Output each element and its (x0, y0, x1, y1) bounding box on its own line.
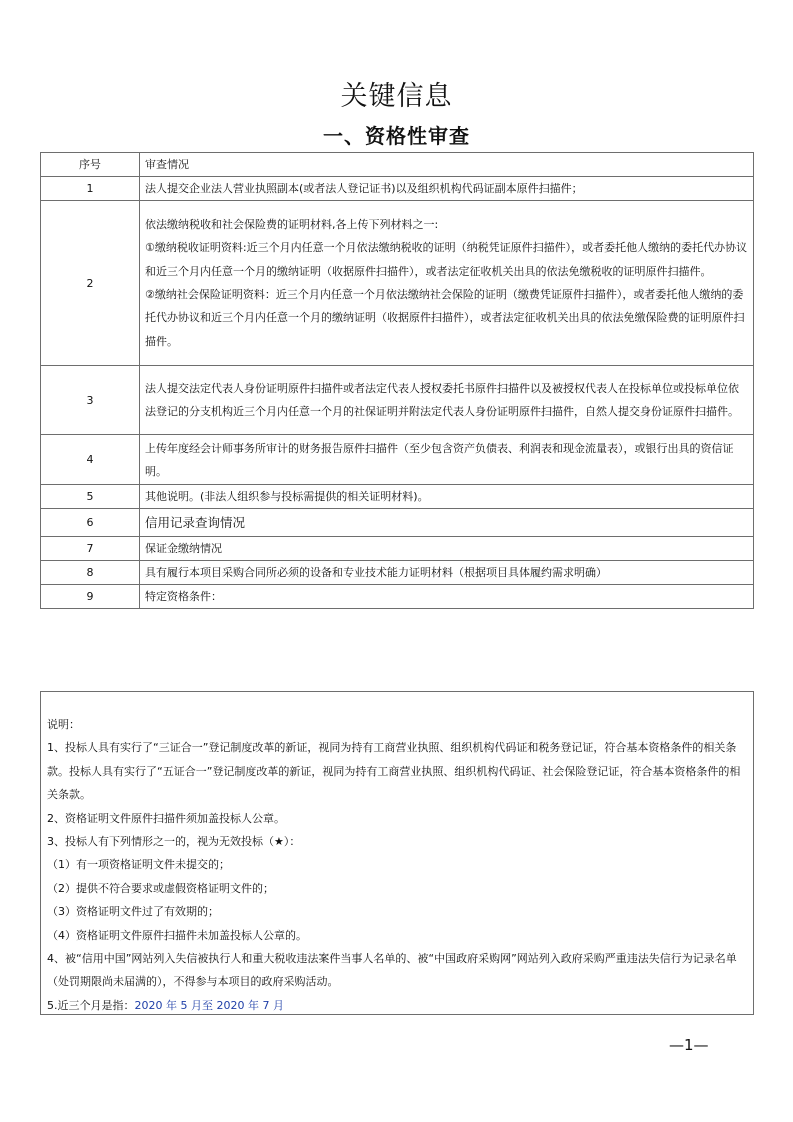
table-row (41, 509, 754, 537)
row-content: 上传年度经会计师事务所审计的财务报告原件扫描件（至少包含资产负债表、利润表和现金流量表），或银行出具的资信证明。 (140, 435, 754, 485)
note-item-period (47, 994, 747, 1017)
row-content: 保证金缴纳情况 (140, 537, 754, 561)
table-row (41, 366, 754, 435)
row-content: 具有履行本项目采购合同所必须的设备和专业技术能力证明材料（根据项目具体履约需求明确） (140, 561, 754, 585)
note-item: 3、投标人有下列情形之一的，视为无效投标（★）： (47, 835, 301, 849)
note-item: （3）资格证明文件过了有效期的； (47, 905, 219, 919)
row-number: 3 (41, 366, 140, 435)
row-content (140, 201, 754, 366)
notes-heading: 说明： (47, 718, 80, 731)
row-line: ②缴纳社会保险证明资料：近三个月内任意一个月依法缴纳社会保险的证明（缴费凭证原件扫描件），或者委托他人缴纳的委托代办协议和近三个月内任意一个月的缴纳证明（收据原件扫描件），或者法定征收机关出具的依法免缴保险费的证明原件扫描件。 (145, 288, 745, 348)
row-line: 依法缴纳税收和社会保险费的证明材料,各上传下列材料之一: (145, 217, 439, 231)
qualification-review-table (40, 152, 754, 609)
document-title: 关键信息 (340, 81, 453, 112)
row-number: 5 (41, 485, 140, 509)
table-row (41, 177, 754, 201)
section-title: 一、资格性审查 (323, 124, 470, 148)
table-row (41, 561, 754, 585)
column-header-review: 审查情况 (140, 153, 754, 177)
period-value: 2020 年 5 月至 2020 年 7 月 (134, 998, 284, 1012)
table-row (41, 585, 754, 609)
row-content: 法人提交法定代表人身份证明原件扫描件或者法定代表人授权委托书原件扫描件以及被授权代表人在投标单位或投标单位依法登记的分支机构近三个月内任意一个月的社保证明并附法定代表人身份证明原件扫描件，自然人提交身份证原件扫描件。 (140, 366, 754, 435)
row-number: 9 (41, 585, 140, 609)
table-row (41, 201, 754, 366)
row-number: 8 (41, 561, 140, 585)
row-content: 特定资格条件： (140, 585, 754, 609)
table-row (41, 485, 754, 509)
row-content: 法人提交企业法人营业执照副本(或者法人登记证书)以及组织机构代码证副本原件扫描件； (140, 177, 754, 201)
table-row (41, 435, 754, 485)
note-item: 4、被“信用中国”网站列入失信被执行人和重大税收违法案件当事人名单的、被“中国政府采购网”网站列入政府采购严重违法失信行为记录名单（处罚期限尚未届满的），不得参与本项目的政府采购活动。 (47, 952, 737, 989)
row-content: 信用记录查询情况 (140, 509, 754, 537)
row-number: 6 (41, 509, 140, 537)
row-content: 其他说明。(非法人组织参与投标需提供的相关证明材料)。 (140, 485, 754, 509)
notes-box (40, 691, 754, 1015)
row-number: 4 (41, 435, 140, 485)
row-number: 7 (41, 537, 140, 561)
note-item: （2）提供不符合要求或虚假资格证明文件的； (47, 881, 274, 895)
row-line: ①缴纳税收证明资料:近三个月内任意一个月依法缴纳税收的证明（纳税凭证原件扫描件），或者委托他人缴纳的委托代办协议和近三个月内任意一个月的缴纳证明（收据原件扫描件），或者法定征收机关出具的依法免缴税收的证明原件扫描件。 (145, 241, 748, 278)
table-row (41, 537, 754, 561)
note-item: （1）有一项资格证明文件未提交的； (47, 858, 230, 872)
column-header-number: 序号 (41, 153, 140, 177)
row-number: 1 (41, 177, 140, 201)
page-number: —1— (669, 1036, 709, 1054)
period-label: 5.近三个月是指： (47, 998, 135, 1012)
row-number: 2 (41, 201, 140, 366)
note-item: 1、投标人具有实行了“三证合一”登记制度改革的新证，视同为持有工商营业执照、组织机构代码证和税务登记证，符合基本资格条件的相关条款。投标人具有实行了“五证合一”登记制度改革的新证，视同为持有工商营业执照、组织机构代码证、社会保险登记证，符合基本资格条件的相关条款。 (47, 741, 741, 802)
table-header-row (41, 153, 754, 177)
note-item: （4）资格证明文件原件扫描件未加盖投标人公章的。 (47, 928, 307, 942)
note-item: 2、资格证明文件原件扫描件须加盖投标人公章。 (47, 811, 285, 825)
